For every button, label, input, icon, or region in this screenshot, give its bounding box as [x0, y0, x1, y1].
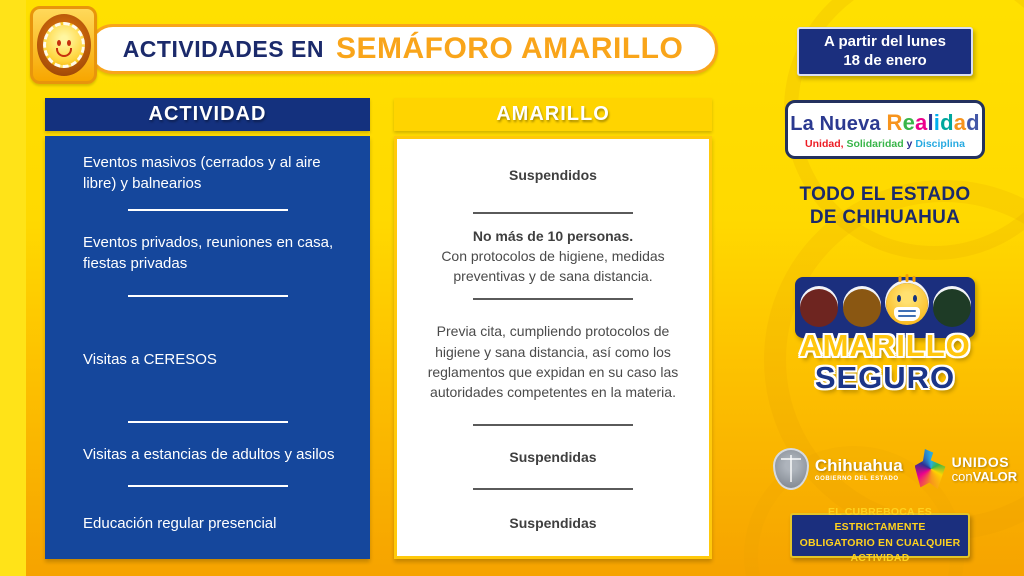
- cubreboca-notice: EL CUBREBOCA ES ESTRICTAMENTE OBLIGATORIO EN CUALQUIER ACTIVIDAD: [790, 513, 970, 558]
- amarillo-row: No más de 10 personas. Con protocolos de higiene, medidas preventivas y de sana distancia.: [441, 227, 665, 285]
- activity-column: [45, 136, 370, 559]
- activity-row: Visitas a estancias de adultos y asilos: [83, 445, 335, 463]
- activity-row: Eventos privados, reuniones en casa, fiestas privadas: [83, 234, 334, 272]
- chihuahua-government-logo: Chihuahua GOBIERNO DEL ESTADO: [773, 448, 903, 490]
- page-title: [88, 24, 718, 74]
- left-yellow-strip: [0, 0, 26, 576]
- chihuahua-shield-icon: [773, 448, 809, 490]
- title-prefix: ACTIVIDADES EN: [122, 35, 324, 62]
- activity-row: Eventos masivos (cerrados y al aire libre) y balnearios: [83, 153, 321, 192]
- realidad-tagline: Unidad, Solidaridad y Disciplina: [805, 137, 965, 150]
- date-badge: [797, 27, 973, 76]
- realidad-prefix: La Nueva: [790, 112, 887, 135]
- amarillo-column: [394, 136, 712, 559]
- chihuahua-state-icon: [915, 449, 947, 489]
- footer-logos: [770, 443, 1020, 495]
- activity-row: Visitas a CERESOS: [83, 350, 217, 368]
- amarillo-row: Suspendidos: [509, 167, 597, 184]
- estado-title: TODO EL ESTADO DE CHIHUAHUA: [799, 184, 971, 228]
- green-light-icon: [933, 289, 971, 327]
- semaforo-label-amarillo: AMARILLO: [799, 328, 971, 363]
- unidos-con-valor-logo: UNIDOS conVALOR: [915, 449, 1018, 489]
- activity-row: Educación regular presencial: [83, 514, 277, 532]
- red-light-icon: [800, 289, 838, 327]
- date-line1: A partir del lunes: [824, 32, 946, 50]
- sun-smiley-icon: [30, 6, 97, 84]
- activity-column-header: ACTIVIDAD: [45, 98, 370, 131]
- smiley-mask-icon: [886, 283, 928, 325]
- amarillo-column-header: AMARILLO: [394, 98, 712, 131]
- date-line2: 18 de enero: [843, 51, 927, 69]
- amarillo-row: Suspendidas: [509, 514, 597, 531]
- nueva-realidad-logo: La Nueva Realidad Unidad, Solidaridad y Disciplina: [785, 100, 985, 159]
- semaforo-label-seguro: SEGURO: [814, 360, 956, 395]
- amarillo-row: Suspendidas: [509, 448, 597, 465]
- amber-light-icon: [843, 289, 881, 327]
- amarillo-row: Previa cita, cumpliendo protocolos de higiene y sana distancia, así como los reglamentos que expidan en su caso las autoridades competentes en la materia.: [427, 323, 679, 401]
- title-highlight: SEMÁFORO AMARILLO: [335, 32, 684, 65]
